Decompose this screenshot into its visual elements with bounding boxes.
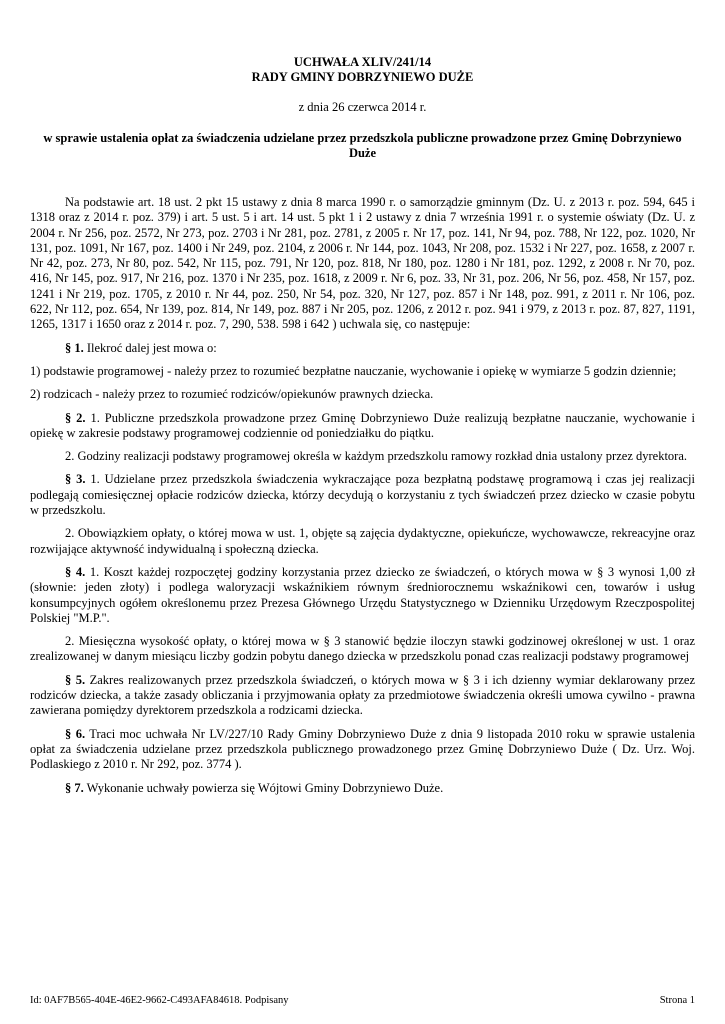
section-5-text: Zakres realizowanych przez przedszkola świadczeń, o których mowa w § 3 i ich dzienny wymiar deklarowany przez rodziców dziecka, a także zasady obliczania i przyjmowania opłaty za przedmiotowe świadczenia określi umowa cywilno - prawna zawierana pomiędzy dyrektorem przedszkola a rodzicami dziecka. <box>30 672 696 718</box>
title-line-2: RADY GMINY DOBRZYNIEWO DUŻE <box>251 70 474 84</box>
section-3-sign: § 3. <box>65 472 86 487</box>
document-body <box>30 195 695 804</box>
section-7 <box>30 781 695 796</box>
list-item: 1) podstawie programowej - należy przez to rozumieć bezpłatne nauczanie, wychowanie i opiekę w wymiarze 5 godzin dziennie; <box>30 363 677 378</box>
section-4-p2: 2. Miesięczna wysokość opłaty, o której mowa w § 3 stanowić będzie iloczyn stawki godzinowej określonej w ust. 1 oraz zrealizowanej w danym miesiącu liczby godzin pobytu danego dziecka w przedszkolu ponad czas realizacji podstawy programowej <box>30 634 695 664</box>
document-id: Id: 0AF7B565-404E-46E2-9662-C493AFA84618. Podpisany <box>30 995 289 1006</box>
list-item: 2) rodzicach - należy przez to rozumieć rodziców/opiekunów prawnych dziecka. <box>30 387 434 402</box>
section-3-p2: 2. Obowiązkiem opłaty, o której mowa w ust. 1, objęte są zajęcia dydaktyczne, opiekuńcze, wychowawcze, rekreacyjne oraz rozwijające aktywność indywidualną i społeczną dziecka. <box>30 526 695 556</box>
section-7-sign: § 7. <box>65 780 84 795</box>
section-7-text: Wykonanie uchwały powierza się Wójtowi Gminy Dobrzyniewo Duże. <box>83 780 444 795</box>
section-2-sign: § 2. <box>65 410 86 425</box>
section-1-text: Ilekroć dalej jest mowa o: <box>83 340 217 355</box>
section-5 <box>30 673 695 719</box>
document-title <box>0 55 725 85</box>
document-date: z dnia 26 czerwca 2014 r. <box>298 100 427 114</box>
section-3-p1: 1. Udzielane przez przedszkola świadczenia wykraczające poza bezpłatną podstawę programową i czas jej realizacji podlegają comiesięcznej opłacie rodziców dziecka, którzy decydują o korzystaniu z tych świadczeń przez dziecko w czasie pobytu w przedszkolu. <box>30 472 695 518</box>
section-5-sign: § 5. <box>65 672 86 687</box>
section-2-p1: 1. Publiczne przedszkola prowadzone przez Gminę Dobrzyniewo Duże realizują bezpłatne nauczanie, wychowanie i opiekę w zakresie podstawy programowej codziennie od poniedziałku do piątku. <box>30 410 696 440</box>
section-6 <box>30 727 695 773</box>
title-line-1: UCHWAŁA XLIV/241/14 <box>293 55 432 69</box>
section-1-sign: § 1. <box>65 340 84 355</box>
preamble: Na podstawie art. 18 ust. 2 pkt 15 ustawy z dnia 8 marca 1990 r. o samorządzie gminnym (Dz. U. z 2013 r. poz. 594, 645 i 1318 oraz z 2014 r. poz. 379) i art. 5 ust. 5 i art. 14 ust. 5 pkt 1 i 2 ustawy z dnia 7 września 1991 r. o systemie oświaty (Dz. U. z 2004 r. Nr 256, poz. 2572, Nr 273, poz. 2703 i Nr 281, poz. 2781, z 2005 r. Nr 17, poz. 141, Nr 94, poz. 788, Nr 122, poz. 1020, Nr 131, poz. 1091, Nr 167, poz. 1400 i Nr 249, poz. 2104, z 2006 r. Nr 144, poz. 1043, Nr 208, poz. 1532 i Nr 227, poz. 1658, z 2007 r. Nr 42, poz. 273, Nr 80, poz. 542, Nr 115, poz. 791, Nr 120, poz. 818, Nr 180, poz. 1280 i Nr 181, poz. 1292, z 2008 r. Nr 70, poz. 416, Nr 145, poz. 917, Nr 216, poz. 1370 i Nr 235, poz. 1618, z 2009 r. Nr 6, poz. 33, Nr 31, poz. 206, Nr 56, poz. 458, Nr 157, poz. 1241 i Nr 219, poz. 1705, z 2010 r. Nr 44, poz. 250, Nr 54, poz. 320, Nr 127, poz. 857 i Nr 148, poz. 991, z 2011 r. Nr 106, poz. 622, Nr 112, poz. 654, Nr 139, poz. 814, Nr 149, poz. 887 i Nr 205, poz. 1206, z 2012 r. poz. 941 i 979, z 2013 r. poz. 87, 827, 1191, 1265, 1317 i 1650 oraz z 2014 r. poz. 7, 290, 538. 598 i 642 ) uchwala się, co następuje: <box>30 195 695 332</box>
document-subject: w sprawie ustalenia opłat za świadczenia udzielane przez przedszkola publiczne prowadzone przez Gminę Dobrzyniewo Duże <box>43 131 682 160</box>
section-4-p1: 1. Koszt każdej rozpoczętej godziny korzystania przez dziecko ze świadczeń, o których mowa w § 3 wynosi 1,00 zł (słownie: jeden złoty) i podlega waloryzacji wskaźnikiem równym średniorocznemu wskaźnikowi cen, towarów i usług konsumpcyjnych ogółem określonemu przez Prezesa Głównego Urzędu Statystycznego w Dzienniku Urzędowym Rzeczpospolitej Polskiej "M.P.". <box>30 564 695 625</box>
section-1 <box>30 341 695 356</box>
section-3 <box>30 472 695 518</box>
section-4-sign: § 4. <box>65 564 86 579</box>
section-6-sign: § 6. <box>65 726 86 741</box>
section-2 <box>30 411 695 442</box>
page-number: Strona 1 <box>659 995 695 1006</box>
section-4 <box>30 565 695 626</box>
section-2-p2: 2. Godziny realizacji podstawy programowej określa w każdym przedszkolu ramowy rozkład dnia ustalony przez dyrektora. <box>65 449 688 464</box>
section-6-text: Traci moc uchwała Nr LV/227/10 Rady Gminy Dobrzyniewo Duże z dnia 9 listopada 2010 roku w sprawie ustalenia opłat za świadczenia udzielane przez przedszkola publicznego prowadzonego przez Gminę Dobrzyniewo Duże ( Dz. Urz. Woj. Podlaskiego z 2010 r. Nr 292, poz. 3774 ). <box>30 726 696 772</box>
page-footer <box>30 995 695 1006</box>
